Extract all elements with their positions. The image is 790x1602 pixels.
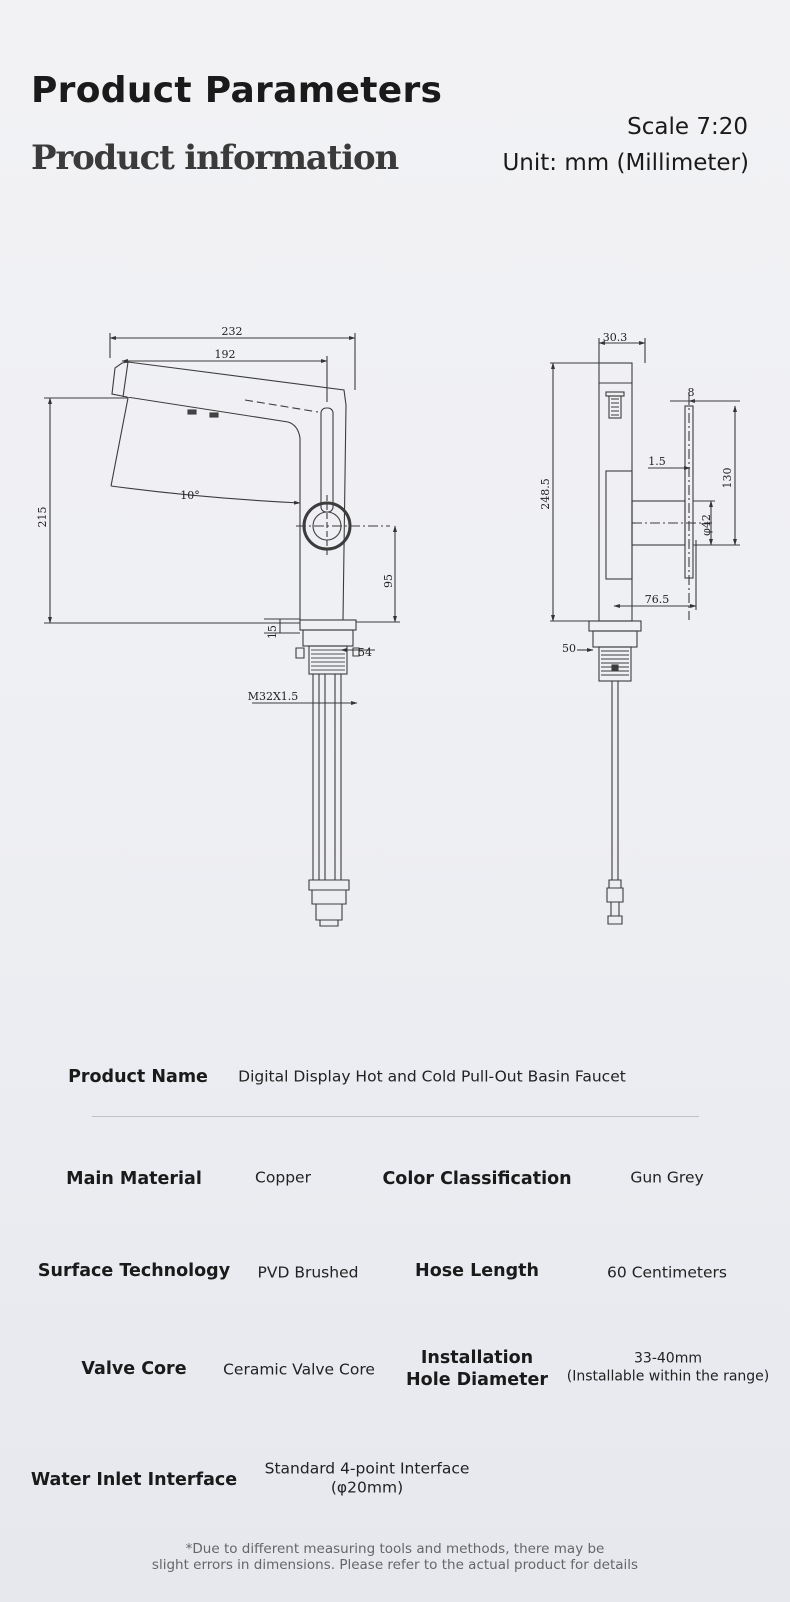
- param-label-valve-core: Valve Core: [81, 1359, 187, 1380]
- footnote-line: slight errors in dimensions. Please refer to the actual product for details: [151, 1557, 639, 1574]
- page-subtitle: Product information: [31, 138, 398, 178]
- dim-thread: M32X1.5: [247, 690, 299, 703]
- param-value-product-name: Digital Display Hot and Cold Pull-Out Basin Faucet: [238, 1067, 626, 1086]
- dim-thickness: 8: [687, 386, 695, 399]
- param-label-hose-length: Hose Length: [415, 1261, 539, 1282]
- dim-handle-diameter: φ42: [700, 514, 713, 536]
- dim-total-height: 215: [36, 506, 49, 528]
- param-label-main-material: Main Material: [66, 1169, 202, 1190]
- param-value-water-inlet-interface: [265, 1460, 470, 1499]
- dim-spout-width: 192: [214, 348, 236, 361]
- param-value-main-material: Copper: [255, 1168, 311, 1187]
- unit-text: Unit: mm (Millimeter): [502, 150, 749, 176]
- dim-lever-height: 95: [382, 574, 395, 588]
- dim-edge: 1.5: [648, 455, 666, 468]
- value-line: 33-40mm: [634, 1350, 702, 1367]
- param-value-hose-length: 60 Centimeters: [607, 1263, 727, 1282]
- param-label-installation-hole-diameter: [406, 1348, 548, 1392]
- front-view-drawing: [44, 333, 400, 926]
- param-value-surface-technology: PVD Brushed: [257, 1263, 359, 1282]
- value-line: (Installable within the range): [566, 1368, 770, 1384]
- param-label-color-classification: Color Classification: [382, 1169, 572, 1190]
- label-line: Installation: [420, 1348, 534, 1369]
- dim-base-height: 15: [266, 625, 279, 639]
- scale-text: Scale 7:20: [627, 114, 748, 140]
- param-label-product-name: Product Name: [68, 1067, 208, 1088]
- footnote: [0, 1541, 790, 1573]
- dim-base: 50: [562, 642, 576, 655]
- param-value-color-classification: Gun Grey: [630, 1168, 704, 1187]
- divider: [92, 1116, 699, 1117]
- dim-angle: 10°: [180, 489, 200, 502]
- dim-depth: 30.3: [602, 331, 628, 344]
- dim-offset: 76.5: [644, 593, 670, 606]
- dim-base-width: 54: [358, 646, 372, 659]
- dim-display-height: 130: [721, 467, 734, 489]
- value-line: (φ20mm): [330, 1479, 404, 1497]
- label-line: Hole Diameter: [406, 1370, 548, 1390]
- value-line: Standard 4-point Interface: [264, 1459, 470, 1478]
- param-label-water-inlet-interface: Water Inlet Interface: [30, 1470, 238, 1491]
- side-view-drawing: [550, 338, 740, 924]
- param-value-valve-core: Ceramic Valve Core: [223, 1360, 375, 1379]
- dim-overall-width: 232: [221, 325, 243, 338]
- param-label-surface-technology: Surface Technology: [37, 1261, 231, 1282]
- footnote-line: *Due to different measuring tools and methods, there may be: [185, 1541, 605, 1557]
- param-value-installation-hole-diameter: [567, 1351, 770, 1386]
- dim-height: 248.5: [539, 478, 552, 510]
- page-title: Product Parameters: [31, 70, 443, 111]
